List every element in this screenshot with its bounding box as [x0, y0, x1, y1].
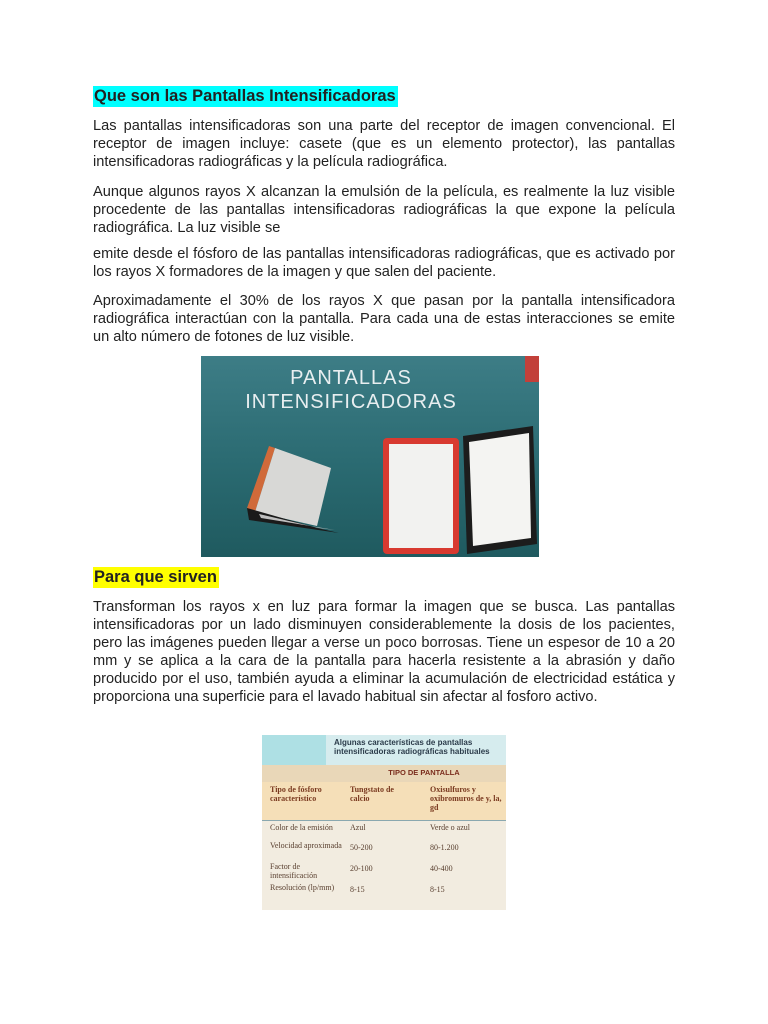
table-col2-header: Oxisulfuros y oxibromuros de y, la, gd [430, 785, 502, 812]
section-heading-2: Para que sirven [94, 568, 217, 586]
slide-title-line2: INTENSIFICADORAS [245, 391, 457, 413]
table-group-header: TIPO DE PANTALLA [388, 768, 460, 777]
slide-title-line1: PANTALLAS [290, 367, 412, 389]
characteristics-table [262, 735, 506, 910]
section-heading-1-wrap [93, 86, 398, 107]
table-cell: 80-1.200 [430, 843, 459, 852]
table-caption-line1: Algunas características de pantallas [334, 738, 473, 747]
slide-corner-accent [525, 356, 539, 382]
table-cell: 8-15 [350, 885, 365, 894]
table-cell: 50-200 [350, 843, 373, 852]
cassette-pair-illustration [381, 426, 539, 557]
table-cell: 8-15 [430, 885, 445, 894]
table-caption-line2: intensificadoras radiográficas habituales [334, 747, 490, 756]
open-cassette-illustration [239, 438, 349, 533]
table-cell: Azul [350, 823, 366, 832]
paragraph-5: Transforman los rayos x en luz para formar la imagen que se busca. Las pantallas intensificadoras por un lado disminuyen considerablemente la dosis de los pacientes, pero las imágenes pueden llegar a verse un poco borrosas. Tiene un espesor de 10 a 20 mm y se aplica a la cara de la pantalla para hacerla resistente a la abrasión y daño producido por el uso, también ayuda a eliminar la acumulación de electricidad estática y proporciona una superficie para el lavado habitual sin afectar al fosforo activo. [93, 599, 675, 705]
slide-title [201, 366, 501, 414]
paragraph-3: emite desde el fósforo de las pantallas intensificadoras radiográficas, que es activado por los rayos X formadores de la imagen y que salen del paciente. [93, 246, 675, 280]
paragraph-2: Aunque algunos rayos X alcanzan la emulsión de la película, es realmente la luz visible procedente de las pantallas intensificadoras radiográficas la que expone la película radiográfica. La luz visible se [93, 184, 675, 236]
table-caption [326, 735, 506, 765]
table-col0-header: Tipo de fósforo característico [270, 785, 322, 803]
table-cell: 40-400 [430, 864, 453, 873]
table-row-label: Resolución (lp/mm) [270, 883, 335, 892]
table-col1-header: Tungstato de calcio [350, 785, 394, 803]
table-cell: Verde o azul [430, 823, 470, 832]
table-header-left [262, 735, 326, 765]
section-heading-2-wrap [93, 567, 219, 588]
section-heading-1: Que son las Pantallas Intensificadoras [94, 87, 396, 105]
table-divider [262, 820, 506, 821]
table-row-label: Color de la emisión [270, 823, 333, 832]
table-row-label: Factor de intensificación [270, 862, 318, 880]
table-row-label: Velocidad aproximada [270, 841, 342, 850]
table-cell: 20-100 [350, 864, 373, 873]
slide-image [201, 356, 539, 557]
paragraph-1: Las pantallas intensificadoras son una parte del receptor de imagen convencional. El receptor de imagen incluye: casete (que es un elemento protector), las pantallas intensificadoras radiográficas y la película radiográfica. [93, 118, 675, 170]
paragraph-4: Aproximadamente el 30% de los rayos X que pasan por la pantalla intensificadora radiográfica interactúan con la pantalla. Para cada una de estas interacciones se emite un alto número de fotones de luz visible. [93, 293, 675, 345]
